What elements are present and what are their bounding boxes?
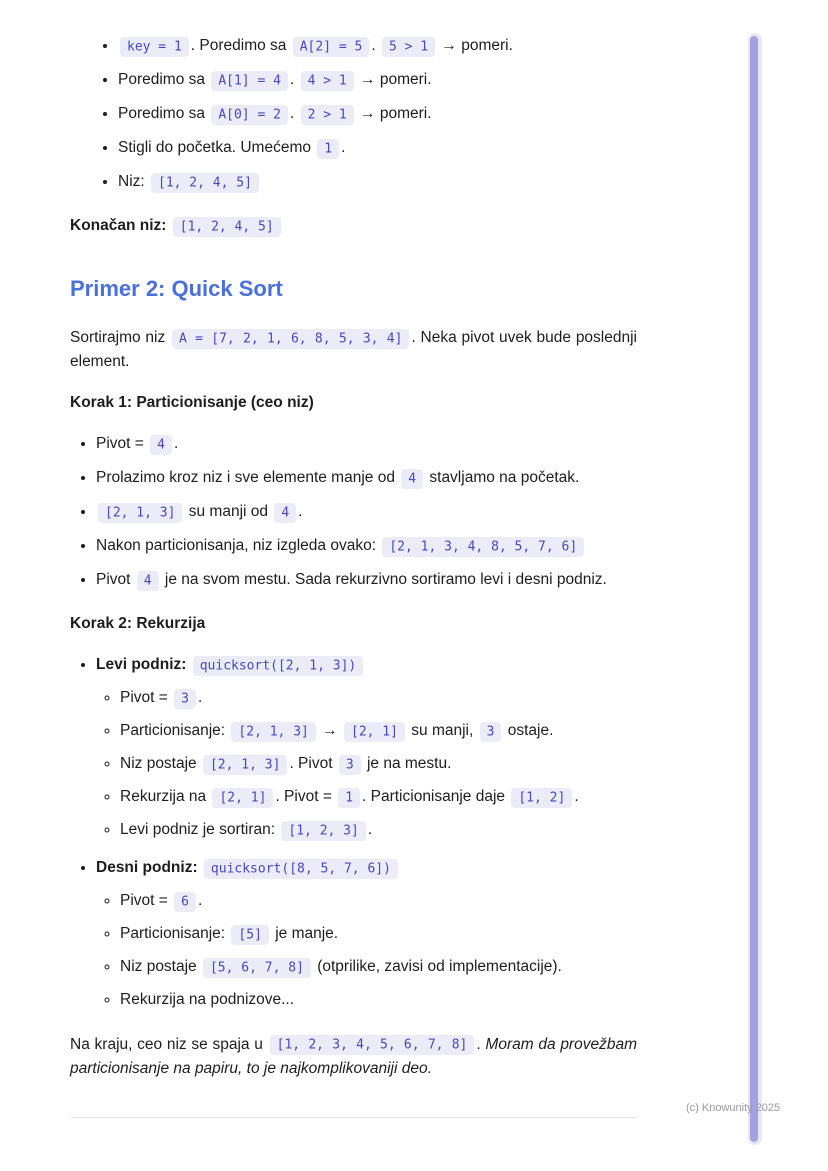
bullet-list (70, 34, 637, 194)
text-segment: su manji, (406, 722, 478, 740)
text-segment: je manje. (270, 925, 339, 943)
text-segment: Sortirajmo niz (70, 329, 171, 347)
text-segment: . Neka pivot uvek bude poslednji element. (70, 329, 637, 371)
text-segment: Nakon particionisanja, niz izgleda ovako: (96, 537, 381, 555)
code-chip: [5] (231, 925, 268, 945)
list-item (120, 752, 637, 776)
text-segment: . (341, 139, 346, 157)
list-item (96, 568, 637, 592)
text-segment: . (298, 503, 303, 521)
code-chip: [2, 1, 3] (98, 503, 182, 523)
list-item (120, 889, 637, 913)
paragraph (70, 612, 637, 636)
paragraph (70, 326, 637, 374)
text-segment: Particionisanje: (120, 722, 230, 740)
code-chip: 4 (274, 503, 296, 523)
text-segment: Niz: (118, 173, 149, 191)
code-chip: 4 (150, 435, 172, 455)
text-segment: Niz postaje (120, 958, 201, 976)
sub-list (96, 889, 637, 1012)
text-segment: . Pivot (289, 755, 337, 773)
list-item (96, 856, 637, 1012)
text-segment: su manji od (184, 503, 273, 521)
text-segment: . (289, 71, 299, 89)
text-segment: . (371, 37, 380, 54)
text-segment: → pomeri. (355, 105, 432, 123)
code-chip: [1, 2, 4, 5] (151, 173, 259, 193)
code-chip: 5 > 1 (382, 37, 435, 57)
code-chip: 4 > 1 (301, 71, 354, 91)
bold-text: Konačan niz: (70, 217, 171, 235)
list-item (118, 136, 637, 160)
document-content (70, 24, 637, 1098)
code-chip: A[0] = 2 (211, 105, 288, 125)
paragraph (70, 1033, 637, 1081)
text-segment: Particionisanje: (120, 925, 230, 943)
text-segment: Niz postaje (120, 755, 201, 773)
text-segment: . (173, 435, 179, 453)
text-segment: . Particionisanje daje (362, 788, 510, 806)
text-segment: . Poredimo sa (190, 37, 291, 54)
list-item (120, 719, 637, 743)
text-segment: . (367, 821, 373, 839)
code-chip: [5, 6, 7, 8] (203, 958, 311, 978)
text-segment: je na mestu. (362, 755, 452, 773)
code-chip: 2 > 1 (301, 105, 354, 125)
code-chip: 6 (174, 892, 196, 912)
code-chip: [2, 1] (344, 722, 405, 742)
text-segment: Poredimo sa (118, 105, 210, 123)
text-segment: → pomeri. (355, 71, 432, 89)
list-item (120, 922, 637, 946)
code-chip: A = [7, 2, 1, 6, 8, 5, 3, 4] (172, 329, 409, 349)
code-chip: [1, 2, 3, 4, 5, 6, 7, 8] (270, 1035, 475, 1055)
text-segment: → (317, 722, 342, 740)
code-chip: 4 (401, 469, 423, 489)
text-segment: Poredimo sa (118, 71, 210, 89)
code-chip: [1, 2, 3] (281, 821, 365, 841)
code-chip: [1, 2] (511, 788, 572, 808)
list-item (120, 818, 637, 842)
text-segment: je na svom mestu. Sada rekurzivno sortiramo levi i desni podniz. (160, 571, 607, 589)
code-chip: 1 (338, 788, 360, 808)
code-chip: [1, 2, 4, 5] (173, 217, 281, 237)
list-item (96, 653, 637, 842)
code-chip: [2, 1] (212, 788, 273, 808)
section-heading: Primer 2: Quick Sort (70, 276, 283, 302)
text-segment: ostaje. (503, 722, 554, 740)
bottom-divider (70, 1117, 637, 1118)
list-item (120, 686, 637, 710)
text-segment: stavljamo na početak. (425, 469, 580, 487)
list-item (118, 68, 637, 92)
code-chip: key = 1 (120, 37, 189, 57)
text-segment: → pomeri. (437, 37, 513, 54)
list-item (120, 955, 637, 979)
bold-text: Korak 2: Rekurzija (70, 615, 206, 633)
code-chip: [2, 1, 3] (231, 722, 315, 742)
text-segment: Pivot = (120, 892, 173, 910)
list-item (96, 466, 637, 490)
list-item (96, 534, 637, 558)
code-chip: quicksort([2, 1, 3]) (193, 656, 364, 676)
text-segment: Rekurzija na podnizove... (120, 991, 295, 1009)
text-segment: Stigli do početka. Umećemo (118, 139, 316, 157)
italic-text: Moram da provežbam particionisanje na papiru, to je najkomplikovaniji deo. (70, 1035, 637, 1077)
code-chip: [2, 1, 3] (203, 755, 287, 775)
code-chip: A[2] = 5 (293, 37, 370, 57)
code-chip: 3 (480, 722, 502, 742)
paragraph (70, 391, 637, 415)
code-chip: [2, 1, 3, 4, 8, 5, 7, 6] (382, 537, 584, 557)
text-segment: . (289, 105, 299, 123)
bold-text: Levi podniz: (96, 656, 191, 674)
text-segment: . (197, 892, 203, 910)
list-item (118, 170, 637, 194)
list-item (120, 988, 637, 1012)
text-segment: Levi podniz je sortiran: (120, 821, 280, 839)
bold-text: Desni podniz: (96, 859, 202, 877)
code-chip: A[1] = 4 (211, 71, 288, 91)
code-chip: 3 (339, 755, 361, 775)
list-item (96, 500, 637, 524)
text-segment: Na kraju, ceo niz se spaja u (70, 1035, 268, 1053)
text-segment: . (574, 788, 579, 806)
bullet-list (70, 432, 637, 592)
bold-text: Korak 1: Particionisanje (ceo niz) (70, 394, 314, 412)
text-segment: Pivot (96, 571, 135, 589)
text-segment: Rekurzija na (120, 788, 211, 806)
text-segment: . Pivot = (275, 788, 337, 806)
code-chip: 4 (137, 571, 159, 591)
bullet-list (70, 653, 637, 1012)
code-chip: 1 (317, 139, 339, 159)
list-item (118, 102, 637, 126)
watermark: (c) Knowunity 2025 (686, 1102, 781, 1114)
list-item (118, 34, 637, 58)
paragraph (70, 214, 637, 238)
code-chip: 3 (174, 689, 196, 709)
code-chip: quicksort([8, 5, 7, 6]) (204, 859, 398, 879)
text-segment: (otprilike, zavisi od implementacije). (312, 958, 562, 976)
sub-list (96, 686, 637, 842)
text-segment: Pivot = (120, 689, 173, 707)
text-segment: Pivot = (96, 435, 149, 453)
scrollbar-track[interactable] (748, 33, 762, 1145)
list-item (96, 432, 637, 456)
list-item (120, 785, 637, 809)
text-segment: Prolazimo kroz niz i sve elemente manje od (96, 469, 400, 487)
text-segment: . (197, 689, 203, 707)
scrollbar-thumb[interactable] (750, 36, 758, 1142)
text-segment: . (476, 1035, 486, 1053)
